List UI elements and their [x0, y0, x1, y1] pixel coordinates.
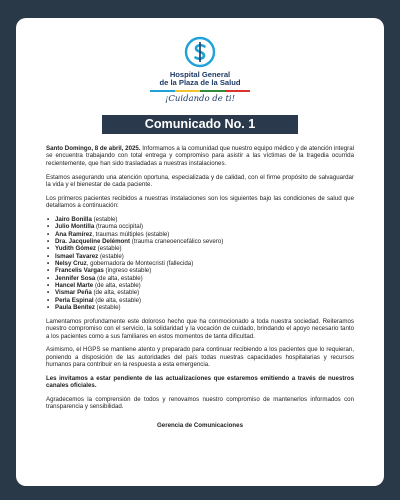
patient-name: Ana Ramírez [55, 230, 93, 238]
patient-name: Julio Montilla [55, 223, 95, 231]
patient-name: Dra. Jacqueline Delémont [55, 237, 131, 245]
communique-body [46, 145, 354, 429]
patient-name: Hancel Marte [55, 282, 94, 289]
list-item [55, 267, 354, 274]
patient-status: , traumas múltiples (estable) [92, 230, 170, 238]
patient-name: Vismar Peña [55, 289, 92, 297]
paragraph-thanks: Agradecemos la comprensión de todos y renovamos nuestro compromiso de mantenerlos informados con transparencia y sensibilidad. [46, 396, 354, 411]
list-item [55, 304, 354, 311]
list-item [55, 297, 354, 304]
list-item [55, 275, 354, 282]
hospital-emblem-icon [184, 36, 216, 68]
paragraph-intro-text: Informamos a la comunidad que nuestro equipo médico y de atención integral se encuentra trabajando con total entrega y compromiso para asistir a las víctimas de la tragedia ocurrida recientemente, que han sido trasladadas a nuestras instalaciones. [46, 145, 354, 167]
patient-status: (de alta, estable) [95, 274, 143, 282]
hospital-name [16, 71, 384, 88]
patient-name: Francelis Vargas [55, 267, 104, 275]
patient-name: Nelsy Cruz [55, 259, 87, 267]
patient-status: (estable) [91, 215, 118, 223]
patient-status: , gobernadora de Montecristi (fallecida) [86, 259, 194, 267]
patient-status: (ingreso estable) [103, 267, 152, 275]
list-item [55, 223, 354, 230]
paragraph-care: Estamos asegurando una atención oportuna, especializada y de calidad, con el firme propósito de salvaguardar la vida y el bienestar de cada paciente. [46, 173, 354, 188]
patient-list [46, 216, 354, 311]
list-item [55, 231, 354, 238]
patient-name: Jairo Bonilla [55, 215, 92, 223]
patient-name: Ismael Tavarez [55, 252, 99, 260]
logo-color-rule [150, 90, 250, 92]
patient-status: (trauma craneoencefálico severo) [130, 237, 224, 245]
patient-status: (trauma occipital) [94, 223, 144, 231]
patient-name: Jennifer Sosa [55, 274, 96, 282]
list-item [55, 253, 354, 260]
patient-status: (de alta, estable) [91, 289, 140, 297]
press-release-card [16, 18, 384, 486]
patient-status: (de alta, estable) [93, 296, 142, 304]
paragraph-patients-intro: Los primeros pacientes recibidos a nuestras instalaciones son los siguientes bajo las condiciones de salud que detallamos a continuación: [46, 194, 354, 210]
dateline: Santo Domingo, 8 de abril, 2025. [46, 145, 141, 152]
patient-status: (estable) [95, 245, 122, 253]
communique-title: Comunicado No. 1 [102, 115, 298, 134]
list-item [55, 260, 354, 267]
list-item [55, 238, 354, 245]
hospital-tagline: ¡Cuidando de ti! [164, 93, 236, 104]
patient-status: (estable) [94, 304, 121, 312]
paragraph-updates: Les invitamos a estar pendiente de las actualizaciones que estaremos emitiendo a través de nuestros canales oficiales. [46, 374, 354, 390]
patient-status: (estable) [98, 252, 124, 260]
hospital-name-line1: Hospital General [169, 70, 231, 79]
paragraph-intro [46, 145, 354, 167]
patient-name: Yudith Gómez [55, 245, 96, 253]
list-item [55, 245, 354, 252]
patient-name: Perla Espinal [55, 296, 94, 304]
hospital-logo [16, 36, 384, 104]
list-item [55, 216, 354, 223]
patient-status: (de alta, estable) [93, 282, 141, 289]
list-item [55, 289, 354, 296]
paragraph-condolences: Lamentamos profundamente este doloroso hecho que ha conmocionado a toda nuestra sociedad. Reiteramos nuestro compromiso con el servicio, la solidaridad y la vocación de cuidado, brindando el apoyo necesario tanto a los pacientes como a sus familiares en estos momentos de tanta dificultad. [46, 317, 354, 340]
patient-name: Paula Benítez [55, 304, 95, 312]
list-item [55, 282, 354, 289]
signature: Gerencia de Comunicaciones [157, 421, 243, 429]
paragraph-readiness: Asimismo, el HGPS se mantiene atento y preparado para continuar recibiendo a los pacientes que lo requieran, poniendo a disposición de las autoridades del país todas nuestras capacidades hospitalarias y recursos humanos para contribuir en la respuesta a esta emergencia. [46, 346, 354, 369]
hospital-name-line2: de la Plaza de la Salud [159, 78, 241, 88]
